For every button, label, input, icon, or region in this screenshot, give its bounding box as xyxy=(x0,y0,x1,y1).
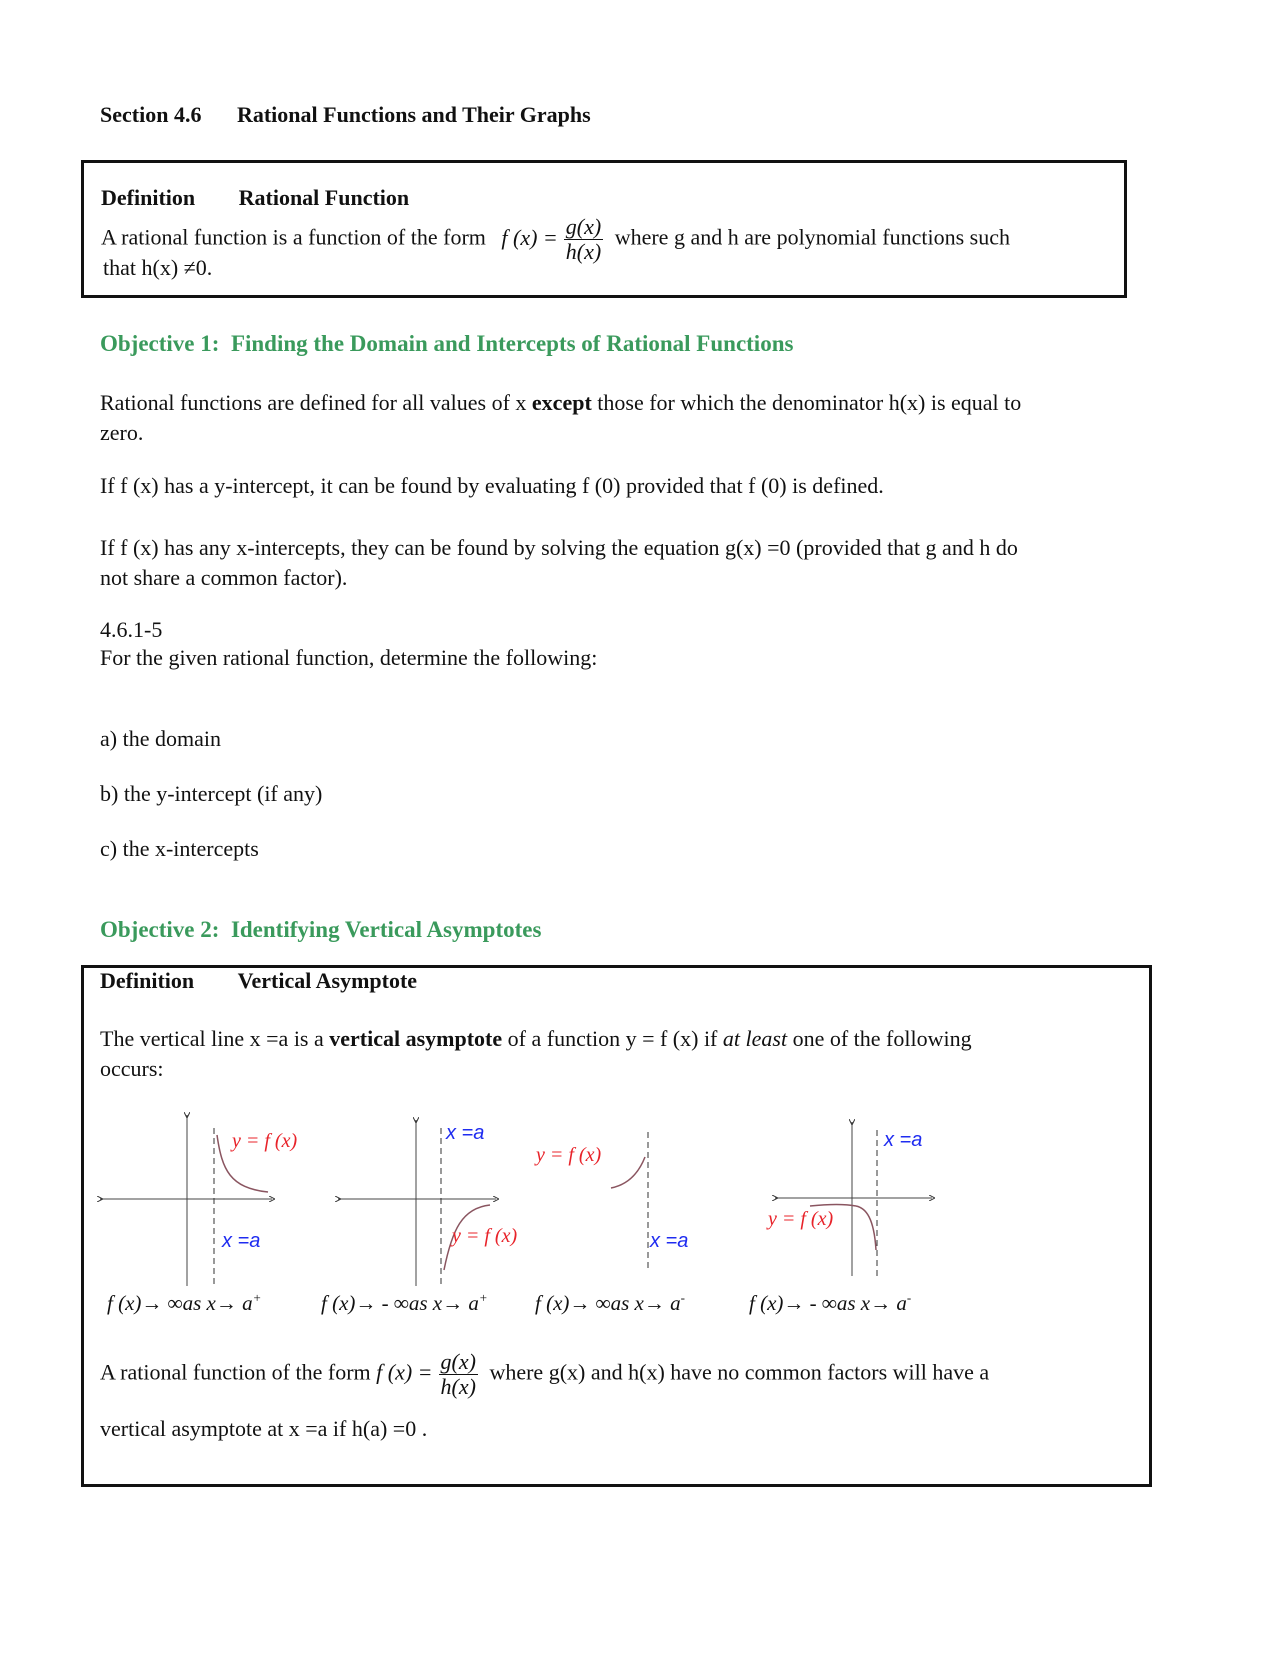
caption-case-2: f (x)→ - ∞as x→ a+ xyxy=(321,1290,488,1315)
definition-label: Definition xyxy=(100,968,195,993)
definition-text: A rational function is a function of the form f (x) = $\frac{g(x)}{h(x)}$ where g and h are polynomial functions such xyxy=(101,214,1010,265)
caption-case-1: f (x)→ ∞as x→ a+ xyxy=(107,1290,262,1315)
graph-case-1 xyxy=(100,1115,297,1286)
curve-label: y = f (x) xyxy=(536,1144,602,1166)
asymptote-label: x =a xyxy=(446,1122,485,1144)
exercise-id: 4.6.1-5 xyxy=(100,617,163,642)
definition-label: Definition xyxy=(101,185,196,210)
function-curve xyxy=(856,1206,876,1250)
exercise-item-c: c) the x-intercepts xyxy=(100,836,259,861)
asymptote-rule-text: A rational function of the form f (x) = $\frac{g(x)}{h(x)}$ where g(x) and h(x) have no common factors will have a xyxy=(100,1349,990,1400)
asymptote-definition-text: The vertical line x =a is a vertical asymptote of a function y = f (x) if at least one of the following occurs: xyxy=(100,1026,972,1081)
asymptote-label: x =a xyxy=(884,1129,923,1151)
section-title: Rational Functions and Their Graphs xyxy=(236,102,591,127)
asymptote-label: x =a xyxy=(650,1230,689,1252)
caption-case-4: f (x)→ - ∞as x→ a- xyxy=(749,1290,912,1315)
curve-label: y = f (x) xyxy=(452,1225,518,1247)
section-heading xyxy=(100,102,591,128)
section-number: Section 4.6 xyxy=(100,102,202,127)
paragraph-domain: Rational functions are defined for all values of x except those for which the denominator h(x) is equal to zero. xyxy=(100,390,1022,445)
graph-case-2 xyxy=(338,1120,517,1286)
exercise-item-b: b) the y-intercept (if any) xyxy=(100,781,323,806)
fraction: $\frac{g(x)}{h(x)}$ xyxy=(440,1349,476,1400)
curve-label: y = f (x) xyxy=(768,1208,834,1230)
definition-term: Rational Function xyxy=(238,185,410,210)
asymptote-label: x =a xyxy=(222,1230,261,1252)
asymptote-rule-text-line2: vertical asymptote at x =a if h(a) =0 . xyxy=(100,1416,428,1441)
objective-2-heading: Objective 2: Identifying Vertical Asymptotes xyxy=(100,917,542,942)
exercise-item-a: a) the domain xyxy=(100,726,221,751)
definition-box-rational-function xyxy=(81,160,1127,298)
caption-case-3: f (x)→ ∞as x→ a- xyxy=(535,1290,685,1315)
graph-case-4 xyxy=(766,1122,932,1276)
definition-term: Vertical Asymptote xyxy=(237,968,418,993)
curve-label: y = f (x) xyxy=(232,1130,298,1152)
paragraph-x-intercepts: If f (x) has any x-intercepts, they can be found by solving the equation g(x) =0 (provided that g and h do not share a common factor). xyxy=(100,535,1018,590)
fraction: $\frac{g(x)}{h(x)}$ xyxy=(565,214,602,265)
graph-case-3 xyxy=(534,1132,688,1270)
exercise-prompt: For the given rational function, determine the following: xyxy=(100,645,598,670)
definition-text-line2: that h(x) ≠0. xyxy=(103,255,213,280)
paragraph-y-intercept: If f (x) has a y-intercept, it can be found by evaluating f (0) provided that f (0) is defined. xyxy=(100,473,884,498)
asymptote-graphs xyxy=(0,1100,1000,1290)
objective-1-heading: Objective 1: Finding the Domain and Intercepts of Rational Functions xyxy=(100,331,794,356)
function-curve xyxy=(810,1205,856,1207)
function-curve xyxy=(611,1157,645,1188)
